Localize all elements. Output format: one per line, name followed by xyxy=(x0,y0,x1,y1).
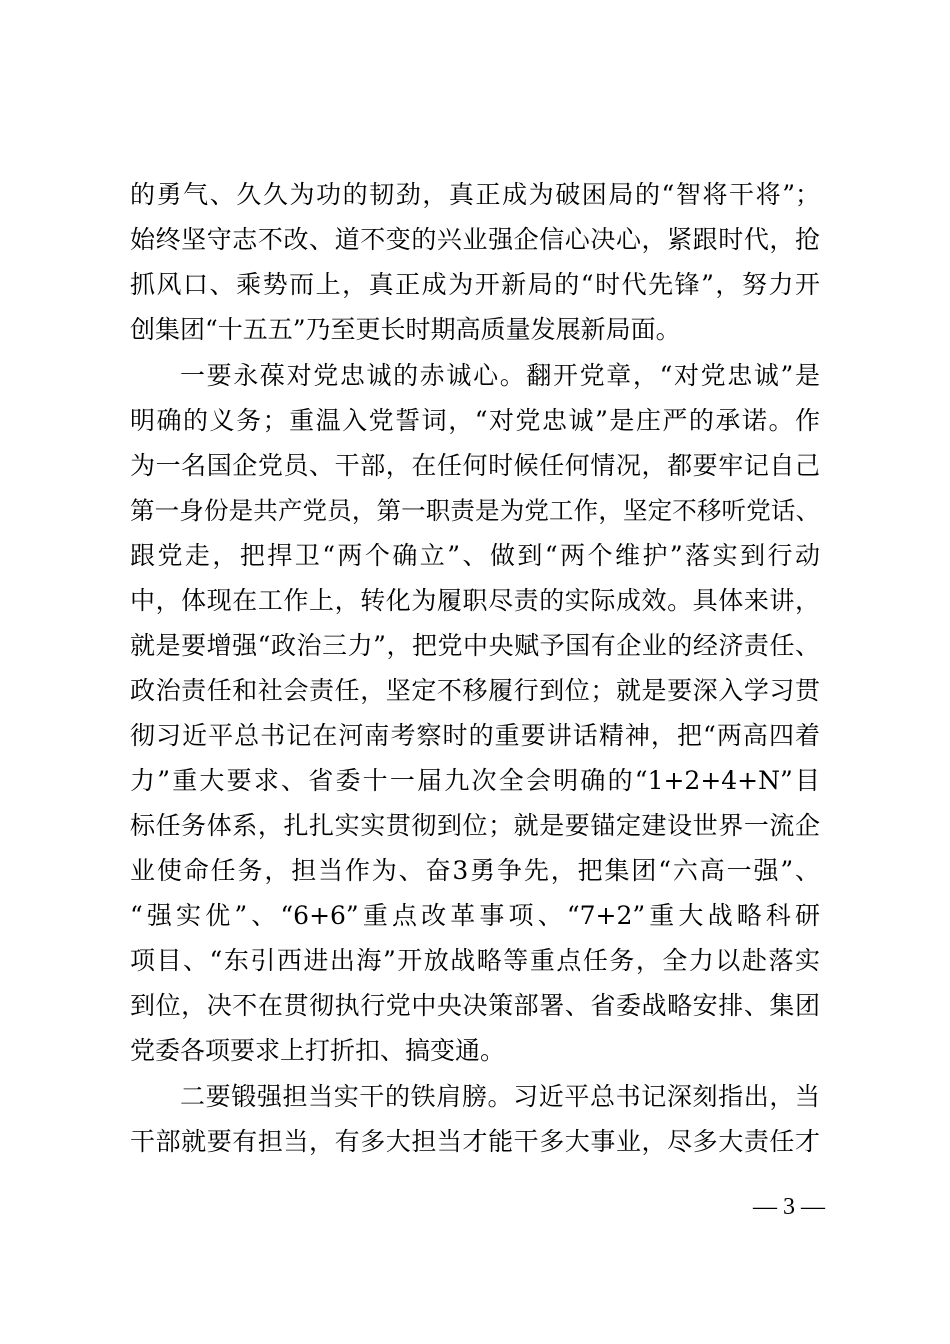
text-line: 创集团“十五五”乃至更长时期高质量发展新局面。 xyxy=(130,315,681,344)
text-line: 彻习近平总书记在河南考察时的重要讲话精神，把“两高四着 xyxy=(130,721,820,750)
text-line: 始终坚守志不改、道不变的兴业强企信心决心，紧跟时代，抢 xyxy=(130,225,820,254)
text-line: 党委各项要求上打折扣、搞变通。 xyxy=(130,1036,506,1065)
body-text xyxy=(130,172,820,1164)
text-line: 为一名国企党员、干部，在任何时候任何情况，都要牢记自己 xyxy=(130,451,820,480)
text-line: 第一身份是共产党员，第一职责是为党工作，坚定不移听党话、 xyxy=(130,496,820,525)
text-line: 业使命任务，担当作为、奋3勇争先，把集团“六高一强”、 xyxy=(130,856,820,885)
text-line: 跟党走，把捍卫“两个确立”、做到“两个维护”落实到行动 xyxy=(130,541,820,570)
text-line: 政治责任和社会责任，坚定不移履行到位；就是要深入学习贯 xyxy=(130,676,820,705)
text-line: 到位，决不在贯彻执行党中央决策部署、省委战略安排、集团 xyxy=(130,991,820,1020)
text-line: 中，体现在工作上，转化为履职尽责的实际成效。具体来讲， xyxy=(130,586,820,615)
text-line: 抓风口、乘势而上，真正成为开新局的“时代先锋”，努力开 xyxy=(130,270,820,299)
text-line: 二要锻强担当实干的铁肩膀。习近平总书记深刻指出，当 xyxy=(180,1082,820,1111)
text-line: 的勇气、久久为功的韧劲，真正成为破困局的“智将干将”； xyxy=(130,180,820,209)
paragraph xyxy=(130,1074,820,1164)
paragraph xyxy=(130,172,820,352)
text-line: 项目、“东引西进出海”开放战略等重点任务，全力以赴落实 xyxy=(130,946,820,975)
text-line: 干部就要有担当，有多大担当才能干多大事业，尽多大责任才 xyxy=(130,1127,820,1156)
text-line: 就是要增强“政治三力”，把党中央赋予国有企业的经济责任、 xyxy=(130,631,820,660)
paragraph xyxy=(130,353,820,1073)
text-line: “强实优”、“6+6”重点改革事项、“7+2”重大战略科研 xyxy=(130,901,820,930)
text-line: 标任务体系，扎扎实实贯彻到位；就是要锚定建设世界一流企 xyxy=(130,811,820,840)
text-line: 一要永葆对党忠诚的赤诚心。翻开党章，“对党忠诚”是 xyxy=(180,361,820,390)
text-line: 明确的义务；重温入党誓词，“对党忠诚”是庄严的承诺。作 xyxy=(130,406,820,435)
page-number: — 3 — xyxy=(753,1194,825,1220)
text-line: 力”重大要求、省委十一届九次全会明确的“1+2+4+N”目 xyxy=(130,766,820,795)
